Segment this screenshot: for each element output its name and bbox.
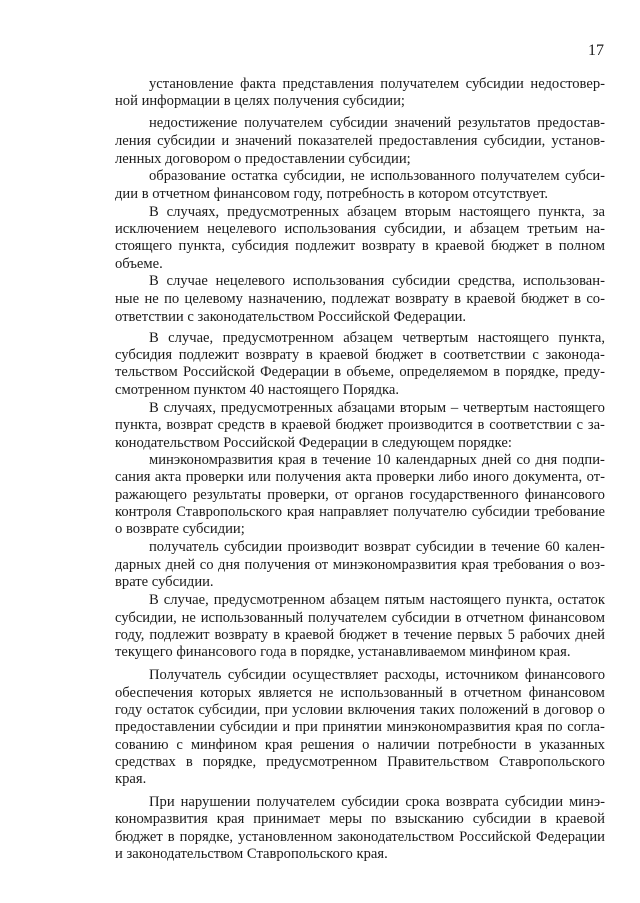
text-line: объеме. bbox=[115, 256, 163, 272]
text-line: ления субсидии и значений показателей предоставления субсидии, установ- bbox=[115, 133, 605, 149]
text-line: получатель субсидии производит возврат субсидии в течение 60 кален- bbox=[149, 539, 605, 555]
text-line: ные не по целевому назначению, подлежат возврату в краевой бюджет в со- bbox=[115, 291, 605, 307]
text-line: кономразвития края принимает меры по взысканию субсидии в краевой bbox=[115, 811, 605, 827]
text-line: В случаях, предусмотренных абзацем вторым настоящего пункта, за bbox=[149, 204, 605, 220]
text-line: В случае нецелевого использования субсидии средства, использован- bbox=[149, 273, 605, 289]
text-line: ной информации в целях получения субсидии; bbox=[115, 93, 405, 109]
text-line: бюджет в порядке, установленном законодательством Российской Федерации bbox=[115, 829, 605, 845]
text-line: тельством Российской Федерации в объеме, определяемом в порядке, преду- bbox=[115, 364, 605, 380]
text-line: году остаток субсидии, при условии включения таких положений в договор о bbox=[115, 702, 605, 718]
text-line: о возврате субсидии; bbox=[115, 521, 245, 537]
text-line: году, подлежит возврату в краевой бюджет в течение первых 5 рабочих дней bbox=[115, 627, 605, 643]
text-line: ражающего результаты проверки, от органов государственного финансового bbox=[115, 487, 605, 503]
text-line: текущего финансового года в порядке, устанавливаемом минфином края. bbox=[115, 644, 571, 660]
text-line: В случае, предусмотренном абзацем четвертым настоящего пункта, bbox=[149, 330, 605, 346]
text-line: смотренном пунктом 40 настоящего Порядка. bbox=[115, 382, 400, 398]
text-line: В случае, предусмотренном абзацем пятым настоящего пункта, остаток bbox=[149, 592, 605, 608]
text-line: субсидии, не использованный получателем субсидии в отчетном финансовом bbox=[115, 610, 605, 626]
text-line: предоставлении субсидии и при принятии минэкономразвития края по согла- bbox=[115, 719, 605, 735]
page-number: 17 bbox=[588, 42, 604, 59]
text-line: средствах в порядке, предусмотренном Правительством Ставропольского bbox=[115, 754, 605, 770]
text-line: конодательством Российской Федерации в следующем порядке: bbox=[115, 435, 512, 451]
text-line: В случаях, предусмотренных абзацами вторым – четвертым настоящего bbox=[149, 400, 605, 416]
text-line: сованию с минфином края решения о наличии потребности в указанных bbox=[115, 737, 605, 753]
text-line: края. bbox=[115, 771, 147, 787]
text-line: исключением нецелевого использования субсидии, и абзацем третьим на- bbox=[115, 221, 605, 237]
text-line: дарных дней со дня получения от минэкономразвития края требования о воз- bbox=[115, 557, 605, 573]
text-line: контроля Ставропольского края направляет получателю субсидии требование bbox=[115, 504, 605, 520]
text-line: Получатель субсидии осуществляет расходы, источником финансового bbox=[149, 667, 605, 683]
text-line: ленных договором о предоставлении субсидии; bbox=[115, 151, 411, 167]
text-line: субсидия подлежит возврату в краевой бюджет в соответствии с законода- bbox=[115, 347, 605, 363]
text-line: пункта, возврат средств в краевой бюджет производится в соответствии с за- bbox=[115, 417, 605, 433]
text-line: дии в отчетном финансовом году, потребность в котором отсутствует. bbox=[115, 186, 549, 202]
text-line: недостижение получателем субсидии значений результатов предостав- bbox=[149, 115, 605, 131]
text-line: установление факта представления получателем субсидии недостовер- bbox=[149, 76, 605, 92]
text-line: минэкономразвития края в течение 10 календарных дней со дня подпи- bbox=[149, 452, 605, 468]
text-line: образование остатка субсидии, не использованного получателем субси- bbox=[149, 168, 605, 184]
text-line: врате субсидии. bbox=[115, 574, 214, 590]
text-line: и законодательством Ставропольского края. bbox=[115, 846, 388, 862]
text-line: стоящего пункта, субсидия подлежит возврату в краевой бюджет в полном bbox=[115, 238, 605, 254]
text-line: ответствии с законодательством Российской Федерации. bbox=[115, 309, 467, 325]
text-line: обеспечения которых является не использованный в отчетном финансовом bbox=[115, 685, 605, 701]
text-line: При нарушении получателем субсидии срока возврата субсидии минэ- bbox=[149, 794, 605, 810]
text-line: сания акта проверки или получения акта проверки либо иного документа, от- bbox=[115, 469, 605, 485]
